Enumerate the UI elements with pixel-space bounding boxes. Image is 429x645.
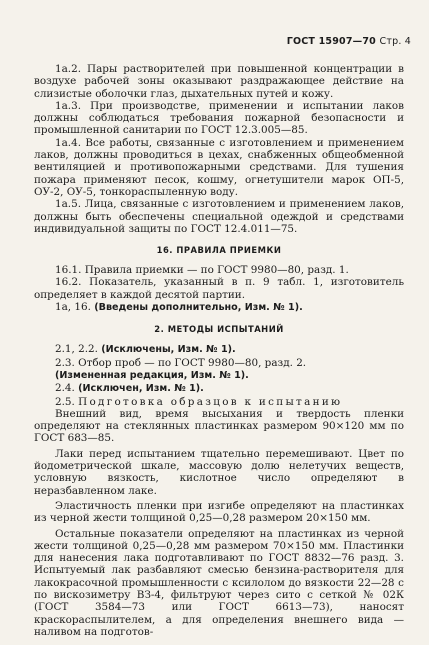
p21-lead: 2.1, 2.2. — [55, 343, 98, 356]
note-lead: 1а, 16. — [55, 301, 91, 314]
p21-bold: (Исключены, Изм. № 1). — [101, 344, 236, 356]
paragraph-1a2: 1а.2. Пары растворителей при повышенной концентрации в воздухе рабочей зоны оказывают раздражающее действие на слизистые оболочки глаз, дыхательных путей и кожу. — [34, 63, 404, 100]
paragraph-2-1 — [34, 343, 404, 356]
paragraph-2-5-d: Остальные показатели определяют на пластинках из черной жести толщиной 0,25—0,28 мм размером 70×150 мм. Пластинки для нанесения лака подготавливают по ГОСТ 8832—76 разд. 3. Испытуемый лак разбавляют смесью бензина-растворителя для лакокрасочной промышленности с ксилолом до вязкости 22—28 с по вискозиметру ВЗ-4, фильтруют через сито с сеткой № 02К (ГОСТ 3584—73 или ГОСТ 6613—73), наносят краскораспылителем, а для определения внешнего вида — наливом на подготов- — [34, 527, 404, 638]
p25-spaced-heading: Подготовка образцов к испытанию — [78, 395, 343, 408]
p24-lead: 2.4. — [55, 382, 75, 395]
paragraph-2-3: 2.3. Отбор проб — по ГОСТ 9980—80, разд. 2. — [55, 356, 307, 369]
page-number: Стр. 4 — [379, 36, 411, 47]
paragraph-1a4: 1а.4. Все работы, связанные с изготовлением и применением лаков, должны проводиться в цехах, снабженных общеобменной вентиляцией и противопожарными средствами. Для тушения пожара применяют песок, кошму, огнетушители марок ОП-5, ОУ-2, ОУ-5, тонкораспыленную воду. — [34, 136, 404, 198]
paragraph-16-2: 16.2. Показатель, указанный в п. 9 табл. 1, изготовитель определяет в каждой десятой партии. — [34, 276, 404, 301]
p23-bold: (Измененная редакция, Изм. № 1). — [55, 369, 249, 381]
paragraph-16-1: 16.1. Правила приемки — по ГОСТ 9980—80, разд. 1. — [55, 264, 349, 277]
document-body — [34, 63, 404, 638]
page-header — [287, 36, 411, 47]
paragraph-2-4 — [34, 382, 404, 395]
paragraph-2-5-b: Лаки перед испытанием тщательно перемешивают. Цвет по йодометрической шкале, массовую долю нелетучих веществ, условную вязкость, кислотное число определяют в неразбавленном лаке. — [34, 447, 404, 497]
paragraph-1a3: 1а.3. При производстве, применении и испытании лаков должны соблюдаться требования пожарной безопасности и промышленной санитарии по ГОСТ 12.3.005—85. — [34, 99, 404, 137]
note-bold: (Введены дополнительно, Изм. № 1). — [94, 302, 303, 314]
amendment-note-16 — [34, 301, 404, 314]
section-title-test-methods: 2. МЕТОДЫ ИСПЫТАНИЙ — [154, 324, 284, 335]
section-title-acceptance: 16. ПРАВИЛА ПРИЕМКИ — [156, 245, 282, 256]
gost-code: ГОСТ 15907—70 — [286, 36, 376, 47]
paragraph-2-5-c: Эластичность пленки при изгибе определяют на пластинках из черной жести толщиной 0,25—0,28 размером 20×150 мм. — [34, 499, 404, 525]
p25-lead: 2.5. — [55, 395, 75, 408]
paragraph-2-5-a: Внешний вид, время высыхания и твердость пленки определяют на стеклянных пластинках размером 90×120 мм по ГОСТ 683—85. — [34, 407, 404, 445]
paragraph-2-3-amend — [34, 369, 404, 382]
p24-bold: (Исключен, Изм. № 1). — [78, 383, 204, 395]
paragraph-1a5: 1а.5. Лица, связанные с изготовлением и применением лаков, должны быть обеспечены специальной одеждой и средствами индивидуальной защиты по ГОСТ 12.4.011—75. — [34, 198, 404, 235]
paragraph-2-5 — [34, 396, 404, 408]
